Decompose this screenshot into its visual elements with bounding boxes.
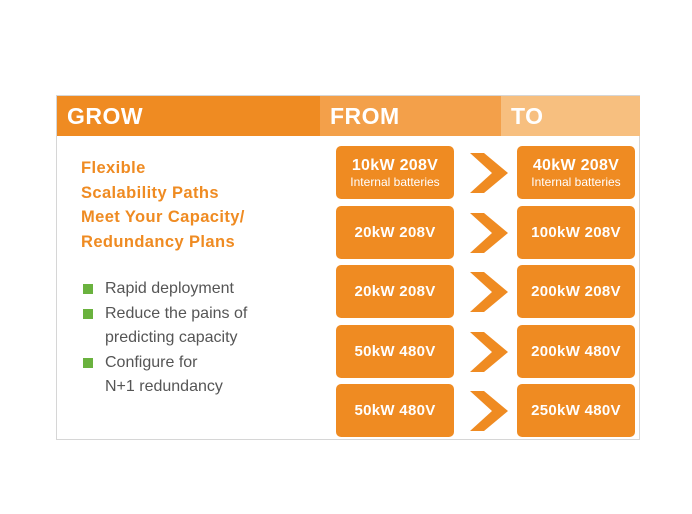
- from-box: [336, 384, 454, 437]
- from-box: [336, 325, 454, 378]
- feature-item: [81, 277, 247, 302]
- feature-text: predicting capacity: [105, 329, 238, 346]
- to-capacity: 100kW 208V: [531, 224, 621, 241]
- grow-header: GROW: [57, 96, 320, 136]
- from-capacity: 10kW 208V: [351, 156, 439, 174]
- headline-line: Scalability Paths: [81, 183, 219, 202]
- feature-text: Rapid deployment: [105, 280, 234, 297]
- green-square-icon: [83, 358, 93, 368]
- headline-line: Redundancy Plans: [81, 232, 236, 251]
- scalability-card: [56, 95, 640, 440]
- chevron-right-icon: [470, 213, 508, 253]
- to-box: [517, 325, 635, 378]
- feature-list: [81, 277, 247, 400]
- from-capacity: 50kW 480V: [354, 402, 436, 419]
- chevron-right-icon: [470, 391, 508, 431]
- from-note: Internal batteries: [350, 174, 440, 189]
- chevron-right-icon: [470, 272, 508, 312]
- to-capacity: 250kW 480V: [531, 402, 621, 419]
- to-capacity: 200kW 208V: [531, 283, 621, 300]
- to-note: Internal batteries: [531, 174, 621, 189]
- feature-item: [81, 351, 247, 400]
- feature-item: [81, 302, 247, 351]
- headline-line: Flexible: [81, 159, 146, 177]
- from-box: [336, 206, 454, 259]
- feature-text: Configure for: [105, 353, 198, 371]
- headline: [81, 156, 245, 254]
- to-box: [517, 384, 635, 437]
- from-header: FROM: [320, 96, 501, 136]
- to-box: [517, 265, 635, 318]
- from-capacity: 20kW 208V: [354, 283, 436, 300]
- to-capacity: 40kW 208V: [532, 156, 620, 174]
- feature-text: Reduce the pains of: [105, 304, 248, 322]
- from-capacity: 20kW 208V: [354, 224, 436, 241]
- to-header: TO: [501, 96, 640, 136]
- to-box: [517, 206, 635, 259]
- from-capacity: 50kW 480V: [354, 343, 436, 360]
- to-box: [517, 146, 635, 199]
- feature-text: N+1 redundancy: [105, 378, 223, 395]
- chevron-right-icon: [470, 153, 508, 193]
- from-box: [336, 265, 454, 318]
- green-square-icon: [83, 284, 93, 294]
- headline-line: Meet Your Capacity/: [81, 208, 245, 226]
- from-box: [336, 146, 454, 199]
- chevron-right-icon: [470, 332, 508, 372]
- green-square-icon: [83, 309, 93, 319]
- to-capacity: 200kW 480V: [531, 343, 621, 360]
